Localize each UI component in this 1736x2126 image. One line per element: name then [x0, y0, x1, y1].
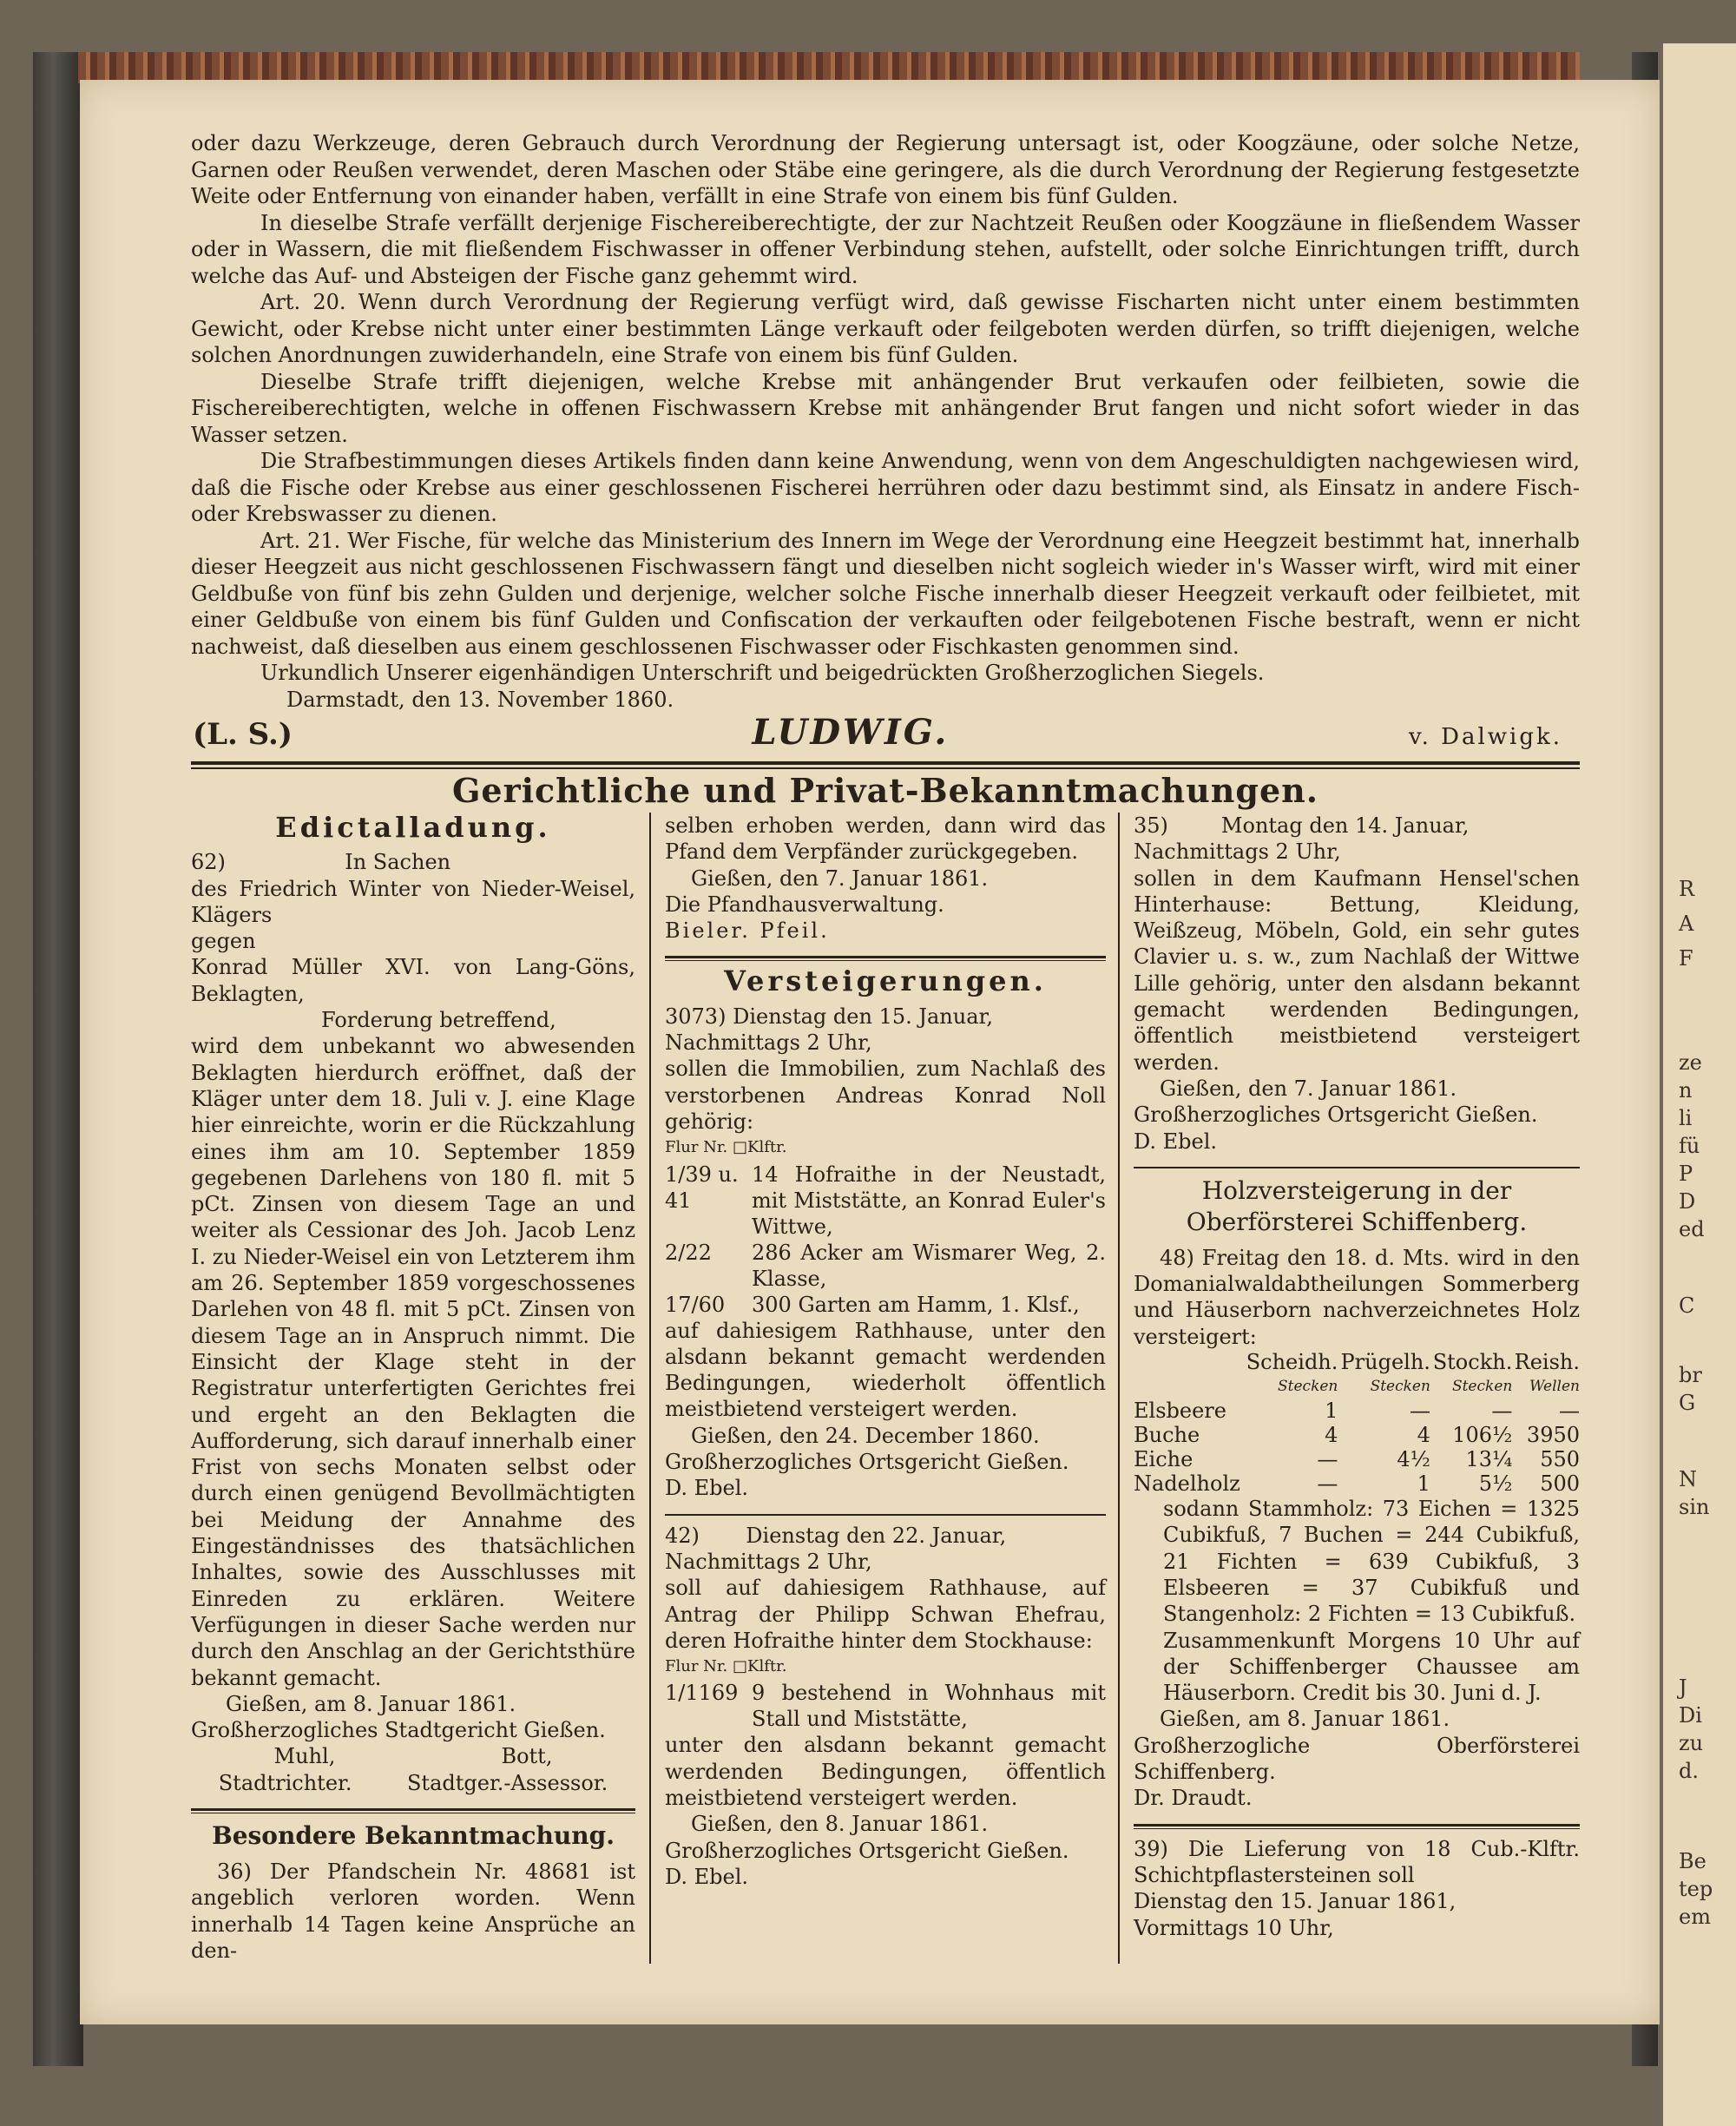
auction-2-issued: Gießen, den 8. Januar 1861. [691, 1812, 989, 1837]
notice-continuation: selben erhoben werden, dann wird das Pfand dem Verpfänder zurückgegeben. [665, 813, 1106, 865]
column-right [1120, 813, 1580, 1964]
wood-cell: Buche [1134, 1423, 1200, 1448]
auction-2-time: Nachmittags 2 Uhr, [665, 1549, 872, 1574]
decree-paragraph: Dieselbe Strafe trifft diejenigen, welche Krebse mit anhängender Brut verkaufen oder feilbieten, sowie die Fischereiberechtigten, welche in offenen Fischwassern Krebse mit anhängender Brut fangen und nicht sofort wieder in das Wasser setzen. [191, 369, 1580, 447]
auction-3-issued: Gießen, den 7. Januar 1861. [1160, 1076, 1457, 1101]
adjacent-fragment: J [1679, 1675, 1687, 1700]
auction-1-issued: Gießen, den 24. December 1860. [691, 1423, 1040, 1448]
parcel-header: Flur Nr. □Klftr. [665, 1657, 787, 1676]
edictal-signer-titles [191, 1770, 635, 1796]
adjacent-fragment: tep [1679, 1877, 1713, 1901]
pawn-date: Gießen, den 7. Januar 1861. [691, 866, 989, 891]
parcel-ref: 2/22 [665, 1240, 712, 1265]
edictal-court: Großherzogliches Stadtgericht Gießen. [191, 1718, 606, 1743]
adjacent-fragment: Di [1679, 1703, 1702, 1728]
section-divider [191, 761, 1580, 769]
wood-meeting: Zusammenkunft Morgens 10 Uhr auf der Schiffenberger Chaussee am Häuserborn. Credit bis 30. Juni d. J. [1163, 1628, 1580, 1706]
adjacent-fragment: br [1679, 1363, 1702, 1387]
parcel-desc: 300 Garten am Hamm, 1. Klsf., [752, 1292, 1080, 1317]
adjacent-fragment: em [1679, 1905, 1711, 1929]
wood-signer: Dr. Draudt. [1134, 1786, 1253, 1811]
parcel-desc: 9 bestehend in Wohnhaus mit Stall und Miststätte, [752, 1681, 1106, 1732]
book-binding-left [33, 52, 83, 2066]
wood-cell: 13¼ [1465, 1447, 1513, 1472]
auction-1-intro: sollen die Immobilien, zum Nachlaß des verstorbenen Andreas Konrad Noll gehörig: [665, 1056, 1106, 1134]
auction-2-intro: soll auf dahiesigem Rathhause, auf Antrag der Philipp Schwan Ehefrau, deren Hofraithe hinter dem Stockhause: [665, 1576, 1106, 1653]
adjacent-fragment: ze [1679, 1050, 1702, 1075]
parcel-ref: 1/39 u. 41 [665, 1162, 739, 1213]
decree-article-21: Art. 21. Wer Fische, für welche das Ministerium des Innern im Wege der Verordnung eine Heegzeit bestimmt hat, innerhalb dieser Heegzeit aus nicht geschlossenen Fischwassern fängt und dieselben nicht sogleich wieder in's Wasser wirft, wird mit einer Geldbuße von fünf bis zehn Gulden und derjenige, welcher solche Fische innerhalb dieser Heegzeit verkauft oder feilbietet, mit einer Geldbuße von einem bis fünf Gulden und Confiscation der verkauften oder feilgebotenen Fische bestraft, wenn er nicht nachweist, daß dieselben aus einem geschlossenen Fischwasser oder Fischkasten genommen sind. [191, 528, 1580, 659]
wood-cell: Elsbeere [1134, 1399, 1226, 1424]
wood-table-units [1134, 1374, 1580, 1399]
signer-name: Bott, [501, 1744, 553, 1769]
edictal-body: wird dem unbekannt wo abwesenden Beklagten hierdurch eröffnet, daß der Kläger unter dem 18. Juli v. J. eine Klage hier einreichte, worin er die Rückzahlung eines ihm am 10. September 1859 gegebenen Darlehens von 180 fl. mit 5 pCt. Zinsen von diesem Tage an und weiter als Cessionar des Joh. Jacob Lenz I. zu Nieder-Weisel ein von Letzterem ihm am 26. September 1859 vorgeschossenes Darlehen von 48 fl. mit 5 pCt. Zinsen von diesem Tage an in Anspruch nimmt. Die Einsicht der Klage steht in der Registratur unterfertigten Gerichtes frei und ergeht an den Beklagten die Aufforderung, sich darauf innerhalb einer Frist von sechs Monaten selbst oder durch einen genügend Bevollmächtigten bei Meidung der Annahme des Eingeständnisses des thatsächlichen Inhaltes, sowie des Ausschlusses mit Einreden zu erklären. Weitere Verfügungen in dieser Sache werden nur durch den Anschlag an der Gerichtsthüre bekannt gemacht. [191, 1034, 635, 1690]
adjacent-fragment: R [1679, 877, 1695, 901]
delivery-notice: 39) Die Lieferung von 18 Cub.-Klftr. Schichtpflastersteinen soll [1134, 1836, 1580, 1887]
minister-signature: v. Dalwigk. [1408, 724, 1562, 750]
auction-1-time: Nachmittags 2 Uhr, [665, 1030, 872, 1056]
wood-cell: — [1491, 1399, 1513, 1424]
auction-3-date: 35) Montag den 14. Januar, [1134, 813, 1470, 838]
adjacent-fragment: ed [1679, 1217, 1705, 1241]
adjacent-fragment: d. [1679, 1759, 1699, 1783]
wood-unit: Wellen [1529, 1378, 1580, 1396]
signer-title: Stadtrichter. [218, 1770, 352, 1795]
decree-date: Darmstadt, den 13. November 1860. [286, 687, 674, 712]
edictal-date: Gießen, am 8. Januar 1861. [226, 1691, 516, 1716]
decree-article-20: Art. 20. Wenn durch Verordnung der Regierung verfügt wird, daß gewisse Fischarten nicht unter einem bestimmten Gewicht, oder Krebse nicht unter einer bestimmten Länge verkauft oder feilgeboten werden dürfen, so trifft diejenigen, welche solchen Anordnungen zuwiderhandeln, eine Strafe von einem bis fünf Gulden. [191, 290, 1580, 367]
adjacent-fragment: li [1679, 1106, 1693, 1130]
decree-signature-row [191, 712, 1580, 753]
auction-1-outro: auf dahiesigem Rathhause, unter den alsdann bekannt gemacht werdenden Bedingungen, wiederholt öffentlich meistbietend versteigert werden. [665, 1318, 1106, 1422]
wood-unit: Stecken [1278, 1378, 1338, 1396]
section-title: Gerichtliche und Privat-Bekanntmachungen. [451, 770, 1319, 810]
page-content [191, 130, 1580, 1964]
pawn-signers: Bieler. Pfeil. [665, 918, 830, 944]
wood-unit: Stecken [1370, 1378, 1430, 1396]
defendant: Konrad Müller XVI. von Lang-Göns, Beklagten, [191, 955, 635, 1006]
auction-2-court: Großherzogliches Ortsgericht Gießen. [665, 1838, 1069, 1863]
versus: gegen [191, 929, 256, 954]
adjacent-fragment: P [1679, 1162, 1693, 1186]
wood-auction-body: 48) Freitag den 18. d. Mts. wird in den Domanialwaldabtheilungen Sommerberg und Häuserborn nachverzeichnetes Holz versteigert: [1134, 1245, 1580, 1349]
adjacent-page-edge [1663, 43, 1736, 2126]
wood-table [1134, 1350, 1580, 1496]
wood-cell: 106½ [1452, 1423, 1513, 1448]
wood-cell: 1 [1417, 1471, 1430, 1497]
wood-table-header [1134, 1350, 1580, 1374]
decree-paragraph: oder dazu Werkzeuge, deren Gebrauch durch Verordnung der Regierung untersagt ist, oder Koogzäune, oder solche Netze, Garnen oder Reußen verwendet, deren Maschen oder Stäbe eine geringere, als die durch Verordnung der Regierung festgesetzte Weite oder Entfernung von einander haben, verfällt in eine Strafe von einem bis fünf Gulden. [191, 131, 1580, 208]
adjacent-fragment: sin [1679, 1495, 1710, 1519]
wood-cell: 5½ [1478, 1471, 1513, 1497]
column-left [191, 813, 651, 1964]
divider [1134, 1824, 1580, 1829]
decree-paragraph: Die Strafbestimmungen dieses Artikels finden dann keine Anwendung, wenn von dem Angeschuldigten nachgewiesen wird, daß die Fische oder Krebse aus einer geschlossenen Fischerei herrühren oder dazu bestimmt sind, als Einsatz in andere Fisch- oder Krebswasser zu dienen. [191, 449, 1580, 526]
adjacent-fragment: D [1679, 1189, 1696, 1214]
delivery-date: Dienstag den 15. Januar 1861, [1134, 1889, 1457, 1914]
wood-cell: — [1317, 1447, 1338, 1472]
parcel-ref: 17/60 [665, 1292, 726, 1317]
wood-cell: 4 [1325, 1423, 1338, 1448]
ruler-signature: LUDWIG. [752, 712, 950, 753]
plaintiff: des Friedrich Winter von Nieder-Weisel, Klägers [191, 876, 635, 927]
signer-title: Stadtger.-Assessor. [406, 1770, 608, 1795]
adjacent-fragment: N [1679, 1467, 1697, 1491]
adjacent-fragment: zu [1679, 1731, 1704, 1755]
adjacent-fragment: F [1679, 946, 1693, 971]
auction-3-body: sollen in dem Kaufmann Hensel'schen Hinterhause: Bettung, Kleidung, Weißzeug, Möbeln, Gold, ein sehr gutes Clavier u. s. w., zum Nachlaß der Wittwe Lille gehörig, unter den alsdann bekannt gemacht werdenden Bedingungen, öffentlich meistbietend versteigert werden. [1134, 866, 1580, 1075]
divider [191, 1808, 635, 1813]
special-notice-heading: Besondere Bekanntmachung. [212, 1820, 615, 1850]
pawn-office: Die Pfandhausverwaltung. [665, 892, 944, 917]
wood-col-header: Scheidh. [1246, 1350, 1338, 1375]
wood-cell: 4 [1417, 1423, 1430, 1448]
table-row [1134, 1447, 1580, 1471]
adjacent-fragment: C [1679, 1293, 1695, 1318]
parcel-desc: 286 Acker am Wismarer Weg, 2. Klasse, [752, 1240, 1106, 1291]
wood-cell: 550 [1540, 1447, 1580, 1472]
divider [1134, 1167, 1580, 1168]
wood-unit: Stecken [1451, 1378, 1513, 1396]
parcel-row [665, 1162, 1106, 1240]
wood-date: Gießen, am 8. Januar 1861. [1160, 1707, 1450, 1732]
parcel-header: Flur Nr. □Klftr. [665, 1138, 787, 1157]
auction-2-signer: D. Ebel. [665, 1864, 749, 1889]
parcel-row [665, 1292, 1106, 1318]
wood-stammholz: sodann Stammholz: 73 Eichen = 1325 Cubikfuß, 7 Buchen = 244 Cubikfuß, 21 Fichten = 639 Cubikfuß, 3 Elsbeeren = 37 Cubikfuß und Stangenholz: 2 Fichten = 13 Cubikfuß. [1163, 1497, 1580, 1627]
parcel-ref: 1/1169 [665, 1681, 739, 1706]
case-number: 62) In Sachen [191, 850, 451, 875]
table-row [1134, 1423, 1580, 1447]
parcel-row [665, 1240, 1106, 1292]
wood-cell: 1 [1325, 1399, 1338, 1424]
adjacent-fragment: G [1679, 1391, 1696, 1415]
auction-3-signer: D. Ebel. [1134, 1129, 1218, 1154]
announcement-columns [191, 813, 1580, 1964]
auction-1-court: Großherzogliches Ortsgericht Gießen. [665, 1450, 1069, 1475]
parcel-desc: 14 Hofraithe in der Neustadt, mit Miststätte, an Konrad Euler's Wittwe, [752, 1162, 1106, 1239]
wood-cell: — [1409, 1399, 1430, 1424]
seal-mark: (L. S.) [193, 717, 293, 752]
wood-cell: — [1317, 1471, 1338, 1497]
decree-paragraph: In dieselbe Strafe verfällt derjenige Fischereiberechtigte, der zur Nachtzeit Reußen oder Koogzäune in fließendem Wasser oder in Wassern, die mit fließendem Fischwasser in offener Verbindung stehen, aufstellt, oder solche Einrichtungen trifft, durch welche das Auf- und Absteigen der Fische ganz gehemmt wird. [191, 210, 1580, 288]
wood-col-header: Prügelh. [1340, 1350, 1430, 1375]
edictal-heading: Edictalladung. [275, 811, 551, 844]
wood-cell: — [1559, 1399, 1580, 1424]
edictal-signers [191, 1743, 635, 1769]
delivery-time: Vormittags 10 Uhr, [1134, 1915, 1334, 1940]
auction-1-date: 3073) Dienstag den 15. Januar, [665, 1004, 993, 1029]
wood-auction-heading: Holzversteigerung in der Oberförsterei Schiffenberg. [1186, 1175, 1528, 1236]
wood-cell: 3950 [1526, 1423, 1580, 1448]
divider [665, 956, 1106, 961]
decree-attestation: Urkundlich Unserer eigenhändigen Unterschrift und beigedrückten Großherzoglichen Siegels. [260, 661, 1265, 685]
signer-name: Muhl, [273, 1744, 336, 1769]
column-middle [651, 813, 1120, 1964]
auction-3-time: Nachmittags 2 Uhr, [1134, 839, 1341, 865]
wood-office: Großherzogliche Oberförsterei Schiffenberg. [1134, 1733, 1580, 1785]
wood-col-header: Reish. [1514, 1350, 1580, 1375]
adjacent-fragment: n [1679, 1078, 1693, 1102]
matter: Forderung betreffend, [321, 1008, 556, 1033]
wood-col-header: Stockh. [1432, 1350, 1513, 1375]
adjacent-fragment: Be [1679, 1849, 1706, 1873]
parcel-row [665, 1680, 1106, 1732]
auction-3-court: Großherzogliches Ortsgericht Gießen. [1134, 1102, 1538, 1128]
wood-unit [1134, 1374, 1244, 1399]
auctions-heading: Versteigerungen. [724, 964, 1047, 998]
wood-cell: 4½ [1397, 1447, 1430, 1472]
auction-2-outro: unter den alsdann bekannt gemacht werdenden Bedingungen, öffentlich meistbietend versteigert werden. [665, 1733, 1106, 1811]
wood-cell: 500 [1540, 1471, 1580, 1497]
adjacent-fragment: A [1679, 912, 1694, 936]
wood-col-header [1134, 1350, 1244, 1374]
auction-1-signer: D. Ebel. [665, 1476, 749, 1501]
special-notice-body: 36) Der Pfandschein Nr. 48681 ist angeblich verloren worden. Wenn innerhalb 14 Tagen keine Ansprüche an den- [191, 1859, 635, 1963]
auction-2-date: 42) Dienstag den 22. Januar, [665, 1523, 1007, 1548]
table-row [1134, 1471, 1580, 1496]
book-binding-top [78, 52, 1580, 83]
table-row [1134, 1399, 1580, 1423]
divider [665, 1514, 1106, 1516]
wood-cell: Nadelholz [1134, 1471, 1240, 1497]
adjacent-fragment: fü [1679, 1134, 1700, 1158]
wood-cell: Eiche [1134, 1447, 1194, 1472]
